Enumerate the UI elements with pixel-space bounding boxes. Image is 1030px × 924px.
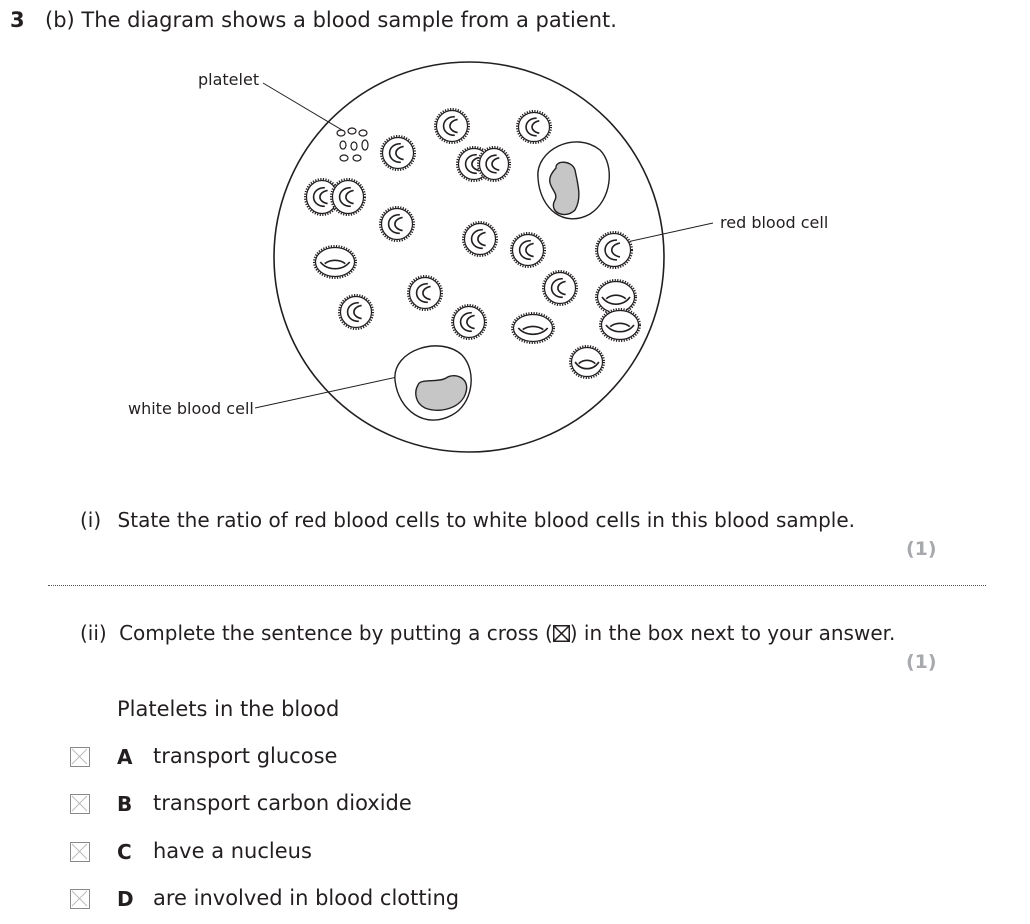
- part-i-text: State the ratio of red blood cells to white blood cells in this blood sample.: [117, 508, 856, 532]
- red-blood-cell: [478, 147, 510, 181]
- platelet-leader: [263, 83, 342, 130]
- part-i-question: [80, 508, 855, 532]
- red-blood-cell: [339, 295, 373, 329]
- part-ii-text-before: Complete the sentence by putting a cross (: [119, 621, 553, 645]
- question-part: (b): [45, 8, 75, 32]
- cross-box-icon: [553, 623, 570, 640]
- red-blood-cell: [452, 305, 486, 339]
- option-c-checkbox[interactable]: [70, 842, 90, 862]
- option-c-letter: C: [117, 840, 132, 864]
- question-number: 3: [10, 8, 25, 32]
- part-ii-text-after: ) in the box next to your answer.: [569, 621, 896, 645]
- red-blood-cell: [314, 246, 356, 278]
- option-c-text: have a nucleus: [153, 839, 312, 863]
- red-blood-cell: [463, 222, 497, 256]
- option-d-text: are involved in blood clotting: [153, 886, 460, 910]
- option-b-text: transport carbon dioxide: [153, 791, 412, 815]
- option-b-letter: B: [117, 792, 133, 816]
- red-blood-cell: [331, 179, 365, 215]
- options-stem: Platelets in the blood: [117, 697, 340, 721]
- label-white-blood-cell: white blood cell: [128, 399, 254, 418]
- option-a-letter: A: [117, 745, 133, 769]
- part-ii-number: (ii): [80, 621, 107, 645]
- white-blood-cell: [538, 142, 609, 219]
- part-i-marks: (1): [906, 538, 937, 560]
- part-i-number: (i): [80, 508, 102, 532]
- red-blood-cell: [543, 271, 577, 305]
- red-blood-cell: [511, 233, 545, 267]
- answer-line[interactable]: [48, 585, 986, 586]
- red-blood-cell: [408, 276, 442, 310]
- label-red-blood-cell: red blood cell: [720, 213, 829, 232]
- question-stem-text: The diagram shows a blood sample from a patient.: [81, 8, 617, 32]
- red-blood-cell: [512, 313, 554, 343]
- rbc-leader: [618, 223, 713, 244]
- red-blood-cell: [380, 207, 414, 241]
- option-a-checkbox[interactable]: [70, 747, 90, 767]
- red-blood-cell: [435, 109, 469, 143]
- white-blood-cell: [395, 346, 471, 420]
- part-ii-marks: (1): [906, 651, 937, 673]
- red-blood-cell: [596, 280, 636, 314]
- red-blood-cell: [596, 232, 632, 268]
- red-blood-cell: [517, 111, 551, 143]
- red-blood-cell: [600, 309, 640, 341]
- option-b-checkbox[interactable]: [70, 794, 90, 814]
- option-d-checkbox[interactable]: [70, 889, 90, 909]
- red-blood-cell: [381, 136, 415, 170]
- option-a-text: transport glucose: [153, 744, 338, 768]
- platelet-cluster: [337, 128, 368, 161]
- red-blood-cell: [570, 346, 604, 378]
- option-d-letter: D: [117, 887, 134, 911]
- part-ii-question: [80, 621, 895, 645]
- label-platelet: platelet: [198, 70, 260, 89]
